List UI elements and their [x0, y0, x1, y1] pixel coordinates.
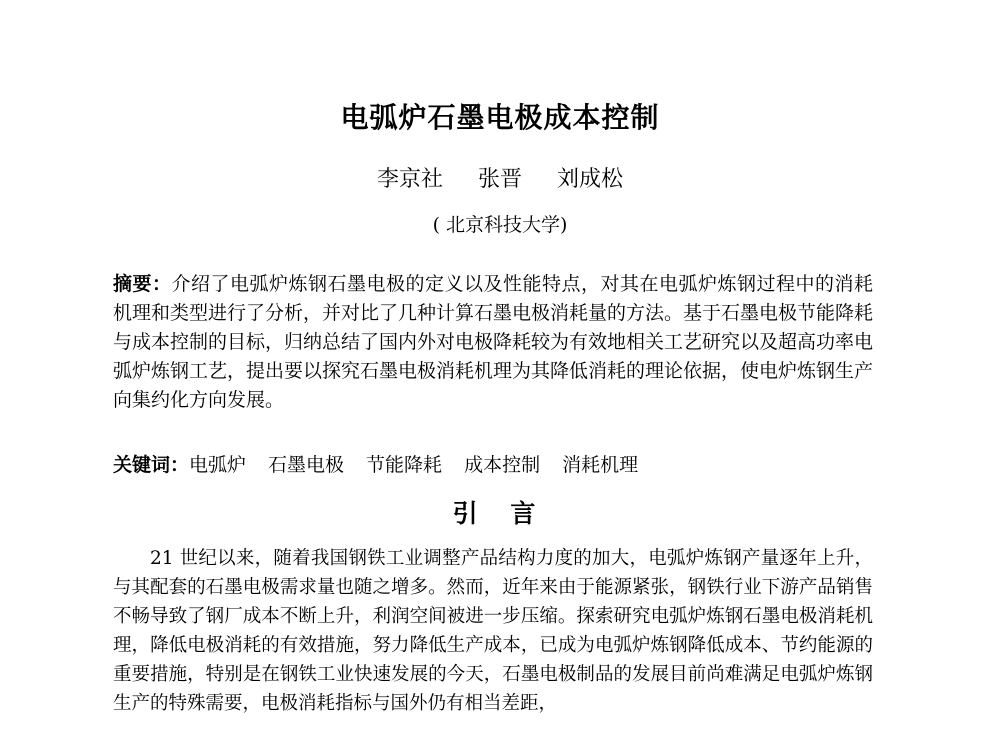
abstract-text: 介绍了电弧炉炼钢石墨电极的定义以及性能特点，对其在电弧炉炼钢过程中的消耗机理和类型进行了分析，并对比了几种计算石墨电极消耗量的方法。基于石墨电极节能降耗与成本控制的目标，归纳总结了国内外对电极降耗较为有效地相关工艺研究以及超高功率电弧炉炼钢工艺，提出要以探究石墨电极消耗机理为其降低消耗的理论依据，使电炉炼钢生产向集约化方向发展。 — [113, 273, 874, 411]
intro-paragraph: 21 世纪以来，随着我国钢铁工业调整产品结构力度的加大，电弧炉炼钢产量逐年上升，与其配套的石墨电极需求量也随之增多。然而，近年来由于能源紧张，钢铁行业下游产品销售不畅导致了钢厂成本不断上升，利润空间被进一步压缩。探索研究电弧炉炼钢石墨电极消耗机理，降低电极消耗的有效措施，努力降低生产成本，已成为电弧炉炼钢降低成本、节约能源的重要措施，特别是在钢铁工业快速发展的今天，石墨电极制品的发展目前尚难满足电弧炉炼钢生产的特殊需要，电极消耗指标与国外仍有相当差距， — [113, 548, 873, 714]
abstract — [113, 270, 873, 415]
author-name: 刘成松 — [557, 167, 624, 192]
keyword: 消耗机理 — [562, 454, 639, 476]
section-heading: 引 言 — [452, 499, 548, 528]
author-name: 李京社 — [376, 167, 443, 192]
affiliation: ( 北京科技大学) — [432, 214, 568, 236]
keyword: 石墨电极 — [268, 454, 345, 476]
abstract-label: 摘要： — [113, 273, 172, 295]
keywords — [113, 451, 883, 480]
author-name: 张晋 — [477, 167, 522, 192]
keyword: 电弧炉 — [189, 454, 247, 476]
keyword: 成本控制 — [464, 454, 541, 476]
author-list — [0, 162, 1000, 193]
keywords-label: 关键词： — [113, 454, 190, 476]
paper-title: 电弧炉石墨电极成本控制 — [340, 101, 660, 134]
keyword: 节能降耗 — [366, 454, 443, 476]
